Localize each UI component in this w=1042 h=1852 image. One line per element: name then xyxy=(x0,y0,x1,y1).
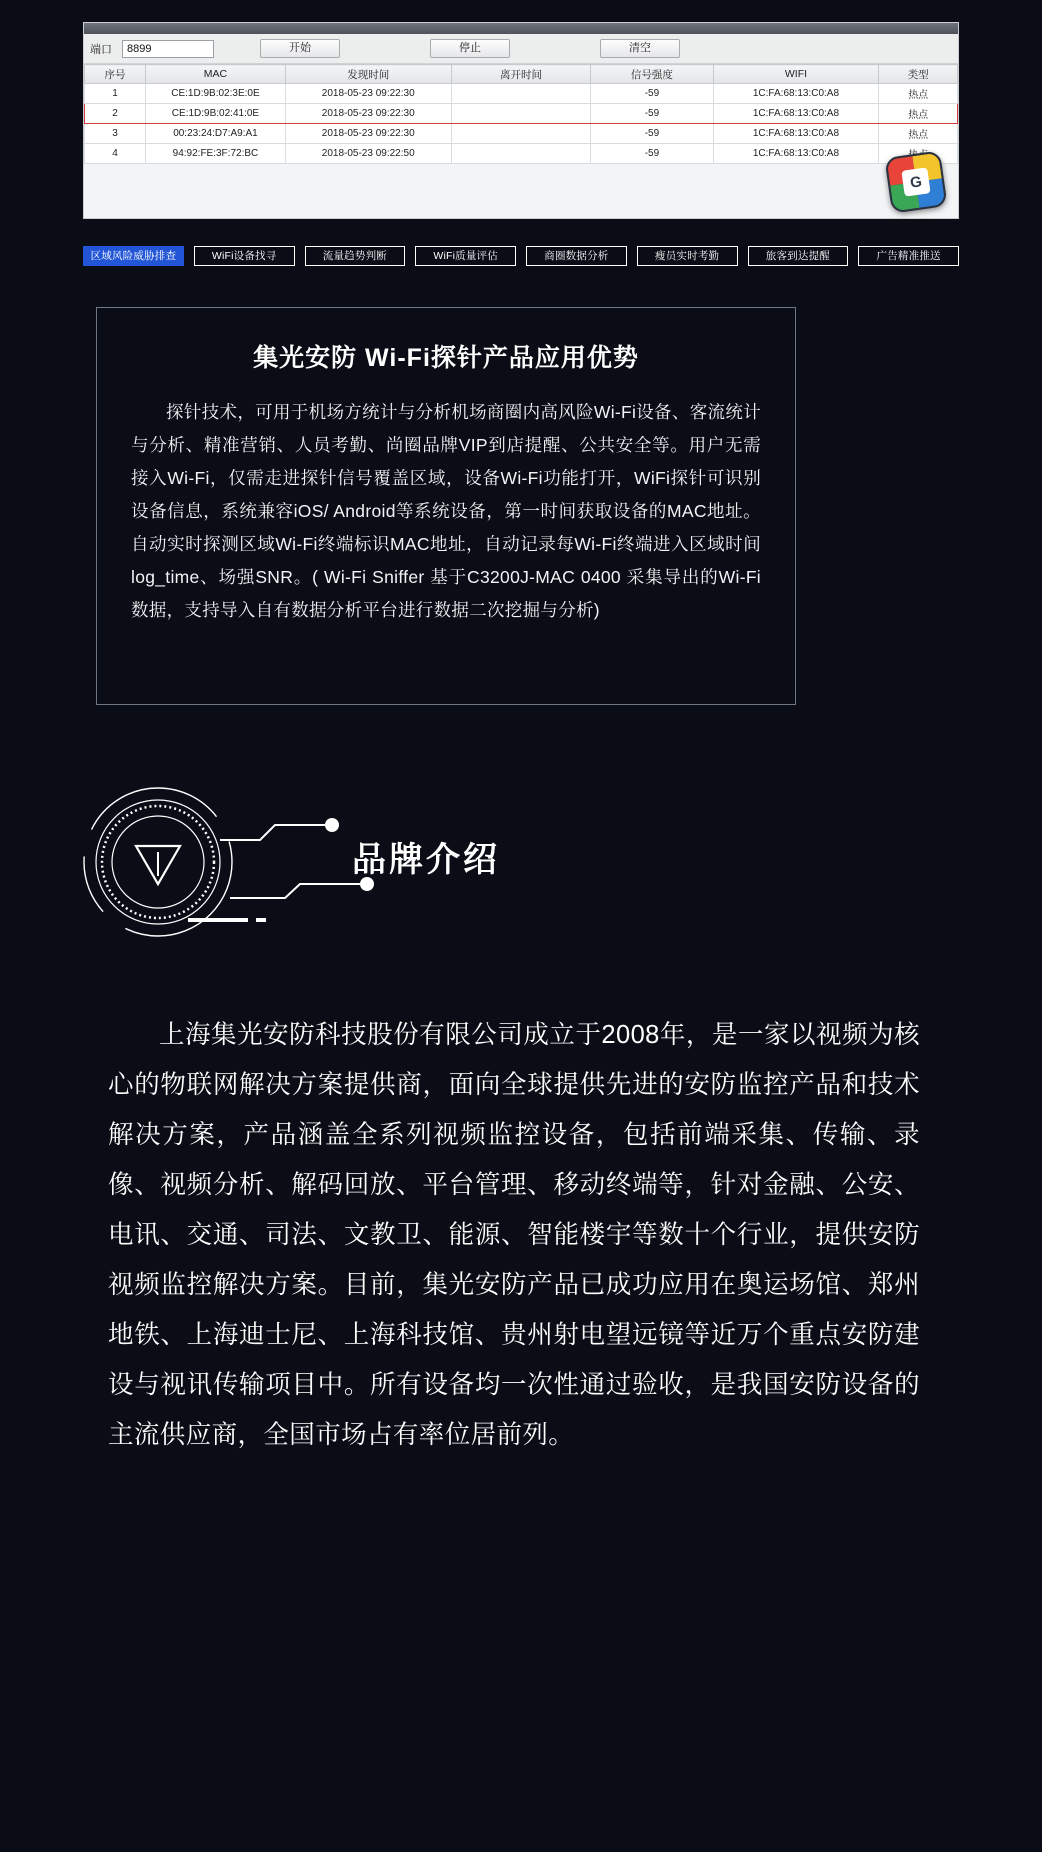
wifi-sniffer-screenshot xyxy=(83,22,959,219)
tag-ad-push[interactable]: 广告精准推送 xyxy=(858,246,959,266)
tag-business-data[interactable]: 商圈数据分析 xyxy=(526,246,627,266)
window-titlebar xyxy=(84,23,958,34)
cell-mac: CE:1D:9B:02:41:0E xyxy=(146,104,286,124)
column-header-index: 序号 xyxy=(85,65,146,84)
cell-mac: 94:92:FE:3F:72:BC xyxy=(146,144,286,164)
cell-found-time: 2018-05-23 09:22:50 xyxy=(285,144,451,164)
cell-type: 热点 xyxy=(879,84,958,104)
cell-index: 3 xyxy=(85,124,146,144)
cell-mac: CE:1D:9B:02:3E:0E xyxy=(146,84,286,104)
cell-found-time: 2018-05-23 09:22:30 xyxy=(285,124,451,144)
cell-wifi: 1C:FA:68:13:C0:A8 xyxy=(713,124,879,144)
table-header-row xyxy=(85,65,958,84)
table-row[interactable] xyxy=(85,144,958,164)
sniffer-toolbar xyxy=(84,34,958,64)
device-table xyxy=(84,64,958,164)
cell-index: 4 xyxy=(85,144,146,164)
stop-button[interactable]: 停止 xyxy=(430,39,510,58)
port-label: 端口 xyxy=(90,43,112,56)
column-header-wifi: WIFI xyxy=(713,65,879,84)
tag-wifi-quality[interactable]: WiFi质量评估 xyxy=(415,246,516,266)
app-launcher-icon[interactable] xyxy=(884,150,947,213)
cell-found-time: 2018-05-23 09:22:30 xyxy=(285,84,451,104)
cell-type: 热点 xyxy=(879,124,958,144)
cell-wifi: 1C:FA:68:13:C0:A8 xyxy=(713,84,879,104)
cell-leave-time xyxy=(451,84,591,104)
port-input[interactable]: 8899 xyxy=(122,40,214,58)
cell-found-time: 2018-05-23 09:22:30 xyxy=(285,104,451,124)
brand-title: 品牌介绍 xyxy=(352,841,500,879)
advantage-title: 集光安防 Wi-Fi探针产品应用优势 xyxy=(253,344,639,372)
cell-leave-time xyxy=(451,144,591,164)
cell-leave-time xyxy=(451,124,591,144)
table-row[interactable] xyxy=(85,104,958,124)
table-row[interactable] xyxy=(85,124,958,144)
advantage-body: 探针技术，可用于机场方统计与分析机场商圈内高风险Wi-Fi设备、客流统计与分析、精准营销、人员考勤、尚圈品牌VIP到店提醒、公共安全等。用户无需接入Wi-Fi，仅需走进探针信号覆盖区域，设备Wi-Fi功能打开，WiFi探针可识别设备信息，系统兼容iOS/ Android等系统设备，第一时间获取设备的MAC地址。自动实时探测区域Wi-Fi终端标识MAC地址，自动记录每Wi-Fi终端进入区域时间log_time、场强SNR。( Wi-Fi Sniffer 基于C3200J-MAC 0400 采集导出的Wi-Fi数据，支持导入自有数据分析平台进行数据二次挖掘与分析) xyxy=(131,402,761,620)
tag-traveler-arrival[interactable]: 旅客到达提醒 xyxy=(748,246,849,266)
column-header-found-time: 发现时间 xyxy=(285,65,451,84)
tag-staff-attendance[interactable]: 瘦员实时考勤 xyxy=(637,246,738,266)
cell-signal: -59 xyxy=(591,144,713,164)
column-header-signal: 信号强度 xyxy=(591,65,713,84)
column-header-type: 类型 xyxy=(879,65,958,84)
table-row[interactable] xyxy=(85,84,958,104)
clear-button[interactable]: 清空 xyxy=(600,39,680,58)
cell-index: 2 xyxy=(85,104,146,124)
column-header-mac: MAC xyxy=(146,65,286,84)
company-intro-paragraph: 上海集光安防科技股份有限公司成立于2008年，是一家以视频为核心的物联网解决方案提供商，面向全球提供先进的安防监控产品和技术解决方案，产品涵盖全系列视频监控设备，包括前端采集、传输、录像、视频分析、解码回放、平台管理、移动终端等，针对金融、公安、电讯、交通、司法、文教卫、能源、智能楼宇等数十个行业，提供安防视频监控解决方案。目前，集光安防产品已成功应用在奥运场馆、郑州地铁、上海迪士尼、上海科技馆、贵州射电望远镜等近万个重点安防建设与视讯传输项目中。所有设备均一次性通过验收，是我国安防设备的主流供应商，全国市场占有率位居前列。 xyxy=(108,1021,920,1449)
tag-area-risk[interactable]: 区域风险威胁排查 xyxy=(83,246,184,266)
cell-signal: -59 xyxy=(591,124,713,144)
brand-section xyxy=(70,780,570,945)
cell-leave-time xyxy=(451,104,591,124)
column-header-leave-time: 离开时间 xyxy=(451,65,591,84)
cell-signal: -59 xyxy=(591,84,713,104)
advantage-panel xyxy=(96,307,796,705)
cell-mac: 00:23:24:D7:A9:A1 xyxy=(146,124,286,144)
cell-type: 热点 xyxy=(879,104,958,124)
tag-device-finding[interactable]: WiFi设备找寻 xyxy=(194,246,295,266)
cell-signal: -59 xyxy=(591,104,713,124)
start-button[interactable]: 开始 xyxy=(260,39,340,58)
tag-traffic-trend[interactable]: 流量趋势判断 xyxy=(305,246,406,266)
cell-index: 1 xyxy=(85,84,146,104)
application-tag-row xyxy=(83,246,959,266)
icon-letter: G xyxy=(901,167,930,196)
cell-wifi: 1C:FA:68:13:C0:A8 xyxy=(713,104,879,124)
cell-wifi: 1C:FA:68:13:C0:A8 xyxy=(713,144,879,164)
